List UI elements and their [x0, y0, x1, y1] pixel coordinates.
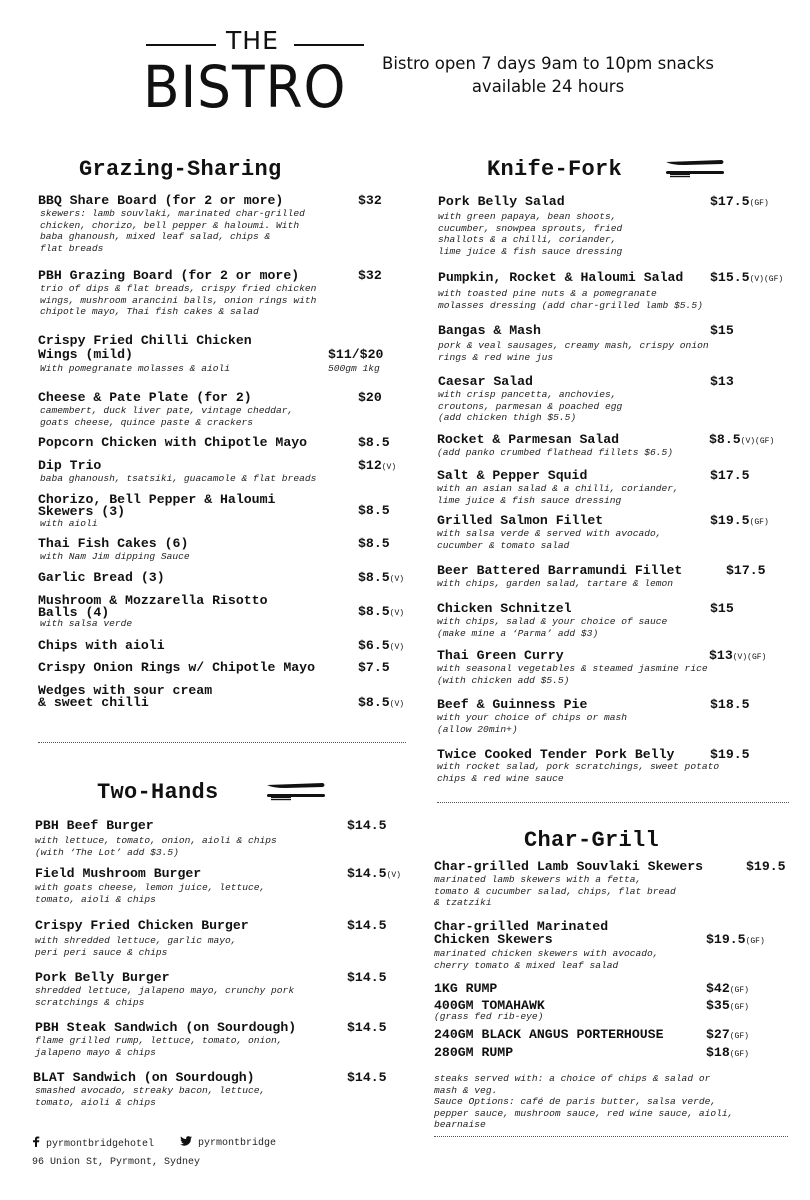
facebook-link[interactable] [32, 1136, 154, 1150]
item-price: $14.5 [347, 818, 387, 833]
dietary-tag: (V) [389, 575, 405, 584]
item-name: BBQ Share Board (for 2 or more) [38, 193, 284, 208]
item-name: PBH Steak Sandwich (on Sourdough) [35, 1020, 297, 1035]
dietary-tag: (V)(GF) [740, 437, 775, 446]
item-price: $14.5(V) [347, 866, 401, 881]
dietary-tag: (GF) [729, 986, 749, 995]
item-price: $35(GF) [706, 998, 749, 1013]
dietary-tag: (V)(GF) [749, 275, 784, 284]
section-title-knife-fork: Knife-Fork [487, 157, 623, 182]
item-price: $19.5 [710, 747, 750, 762]
logo-bistro: BISTRO [143, 53, 347, 121]
item-name: Wedges with sour cream [38, 683, 213, 698]
item-name: Popcorn Chicken with Chipotle Mayo [38, 435, 308, 450]
section-divider [434, 1136, 788, 1137]
item-description: (add panko crumbed flathead fillets $6.5) [437, 447, 674, 458]
logo-rule-right [294, 44, 364, 46]
item-description: with toasted pine nuts & a pomegranate molasses dressing (add char-grilled lamb $5.5) [438, 288, 703, 311]
item-name: Bangas & Mash [438, 323, 541, 338]
dietary-tag: (GF) [729, 1050, 749, 1059]
item-name: 1KG RUMP [434, 981, 498, 996]
item-name: Pumpkin, Rocket & Haloumi Salad [438, 270, 684, 285]
section-title-two-hands: Two-Hands [97, 780, 219, 805]
item-price: $18.5 [710, 697, 750, 712]
item-name: Char-grilled Lamb Souvlaki Skewers [434, 859, 704, 874]
item-description: trio of dips & flat breads, crispy fried chicken wings, mushroom arancini balls, onion rings with chipotle mayo, Thai fish cakes & salad [40, 283, 317, 317]
item-description: marinated lamb skewers with a fetta, tomato & cucumber salad, chips, flat bread & tzatziki [434, 874, 676, 908]
item-name: Thai Fish Cakes (6) [38, 536, 189, 551]
item-price: $6.5(V) [358, 638, 405, 653]
dietary-tag: (GF) [745, 937, 765, 946]
item-name: Cheese & Pate Plate (for 2) [38, 390, 252, 405]
dietary-tag: (V)(GF) [732, 653, 767, 662]
item-description: with lettuce, tomato, onion, aioli & chips (with ‘The Lot’ add $3.5) [35, 835, 277, 858]
item-price: $32 [358, 268, 382, 283]
item-price: $32 [358, 193, 382, 208]
item-price: $19.5 [746, 859, 786, 874]
item-name: Caesar Salad [438, 374, 533, 389]
item-price: $13 [710, 374, 734, 389]
logo-the: THE [226, 26, 279, 55]
cutlery-icon [664, 158, 726, 180]
section-title-char-grill: Char-Grill [524, 828, 660, 853]
item-name: Pork Belly Burger [35, 970, 170, 985]
dietary-tag: (GF) [729, 1003, 749, 1012]
item-name: Thai Green Curry [437, 648, 564, 663]
item-description: with goats cheese, lemon juice, lettuce, tomato, aioli & chips [35, 882, 266, 905]
item-price: $8.5(V)(GF) [709, 432, 775, 447]
item-description: shredded lettuce, jalapeno mayo, crunchy pork scratchings & chips [35, 985, 295, 1008]
twitter-icon [180, 1136, 192, 1146]
item-price: $14.5 [347, 918, 387, 933]
item-description: with green papaya, bean shoots, cucumber, snowpea sprouts, fried shallots & a chilli, coriander, lime juice & fish sauce dressing [438, 211, 623, 257]
item-price: $8.5 [358, 503, 390, 518]
item-description: with aioli [40, 518, 98, 529]
item-name: 280GM RUMP [434, 1045, 514, 1060]
item-description: baba ghanoush, tsatsiki, guacamole & flat breads [40, 473, 317, 484]
item-name: Beer Battered Barramundi Fillet [437, 563, 683, 578]
item-description: with Nam Jim dipping Sauce [40, 551, 190, 562]
item-price: $17.5 [726, 563, 766, 578]
item-name: PBH Grazing Board (for 2 or more) [38, 268, 300, 283]
item-price: $17.5(GF) [710, 194, 769, 209]
item-name: BLAT Sandwich (on Sourdough) [33, 1070, 255, 1085]
item-name: Chips with aioli [38, 638, 165, 653]
twitter-handle: pyrmontbridge [198, 1138, 277, 1149]
item-name: Crispy Fried Chilli Chicken [38, 333, 252, 348]
item-description: With pomegranate molasses & aioli [40, 363, 230, 374]
item-price: $7.5 [358, 660, 390, 675]
item-name: Grilled Salmon Fillet [437, 513, 604, 528]
item-description: with seasonal vegetables & steamed jasmine rice (with chicken add $5.5) [437, 663, 708, 686]
item-name: Mushroom & Mozzarella Risotto [38, 593, 268, 608]
item-description: (grass fed rib-eye) [434, 1011, 544, 1022]
cutlery-icon [265, 781, 327, 803]
opening-hours [382, 52, 714, 98]
item-name: Char-grilled Marinated [434, 919, 609, 934]
item-price: $8.5(V) [358, 570, 405, 585]
item-description: with crisp pancetta, anchovies, croutons, parmesan & poached egg (add chicken thigh $5.5) [438, 389, 623, 423]
item-name-line-2: Skewers (3) [38, 504, 126, 519]
item-name: Rocket & Parmesan Salad [437, 432, 620, 447]
item-sizes: 500gm 1kg [328, 363, 380, 374]
item-price: $15 [710, 323, 734, 338]
item-description: with rocket salad, pork scratchings, sweet potato chips & red wine sauce [437, 761, 720, 784]
dietary-tag: (GF) [749, 518, 769, 527]
item-name-line-2: Wings (mild) [38, 347, 133, 362]
item-price: $11/$20 [328, 347, 384, 362]
item-description: with salsa verde [40, 618, 133, 629]
item-description: smashed avocado, streaky bacon, lettuce, tomato, aioli & chips [35, 1085, 266, 1108]
dietary-tag: (V) [389, 609, 405, 618]
twitter-link[interactable] [180, 1136, 276, 1149]
item-name: Crispy Onion Rings w/ Chipotle Mayo [38, 660, 315, 675]
item-price: $8.5(V) [358, 604, 405, 619]
dietary-tag: (V) [381, 463, 397, 472]
dietary-tag: (V) [386, 871, 401, 880]
facebook-icon [32, 1136, 40, 1147]
dietary-tag: (GF) [729, 1032, 749, 1041]
address: 96 Union St, Pyrmont, Sydney [32, 1157, 201, 1168]
item-description: marinated chicken skewers with avocado, cherry tomato & mixed leaf salad [434, 948, 659, 971]
item-price: $19.5(GF) [706, 932, 765, 947]
item-price: $15 [710, 601, 734, 616]
item-description: flame grilled rump, lettuce, tomato, onion, jalapeno mayo & chips [35, 1035, 283, 1058]
item-name-line-2: Chicken Skewers [434, 932, 553, 947]
item-price: $12(V) [358, 458, 397, 473]
item-price: $8.5 [358, 435, 390, 450]
item-price: $17.5 [710, 468, 750, 483]
item-price: $8.5 [358, 536, 390, 551]
item-name: Chicken Schnitzel [437, 601, 572, 616]
item-name: Beef & Guinness Pie [437, 697, 588, 712]
item-price: $14.5 [347, 1020, 387, 1035]
item-name: 400GM TOMAHAWK [434, 998, 545, 1013]
item-name: Crispy Fried Chicken Burger [35, 918, 249, 933]
dietary-tag: (GF) [749, 199, 769, 208]
item-price: $27(GF) [706, 1027, 749, 1042]
item-name: Twice Cooked Tender Pork Belly [437, 747, 675, 762]
item-price: $42(GF) [706, 981, 749, 996]
steak-notes: steaks served with: a choice of chips & salad or mash & veg. Sauce Options: café de paris butter, salsa verde, pepper sauce, mushroom sauce, red wine sauce, aioli, bearnaise [434, 1073, 734, 1130]
section-divider [38, 742, 406, 743]
item-price: $19.5(GF) [710, 513, 769, 528]
item-description: skewers: lamb souvlaki, marinated char-grilled chicken, chorizo, bell pepper & haloumi. With baba ghanoush, mixed leaf salad, chips & flat breads [40, 208, 305, 254]
item-description: with an asian salad & a chilli, coriander, lime juice & fish sauce dressing [437, 483, 679, 506]
item-price: $13(V)(GF) [709, 648, 767, 663]
item-price: $14.5 [347, 970, 387, 985]
item-description: with salsa verde & served with avocado, cucumber & tomato salad [437, 528, 662, 551]
item-name: Pork Belly Salad [438, 194, 565, 209]
item-description: with chips, garden salad, tartare & lemon [437, 578, 674, 589]
item-price: $20 [358, 390, 382, 405]
item-price: $15.5(V)(GF) [710, 270, 784, 285]
item-name: PBH Beef Burger [35, 818, 154, 833]
facebook-handle: pyrmontbridgehotel [46, 1139, 155, 1150]
item-description: with shredded lettuce, garlic mayo, peri peri sauce & chips [35, 935, 237, 958]
item-price: $8.5(V) [358, 695, 405, 710]
item-description: pork & veal sausages, creamy mash, crispy onion rings & red wine jus [438, 340, 709, 363]
item-name: Chorizo, Bell Pepper & Haloumi [38, 492, 276, 507]
section-title-grazing-sharing: Grazing-Sharing [79, 157, 282, 182]
item-name: 240GM BLACK ANGUS PORTERHOUSE [434, 1027, 664, 1042]
item-name: Garlic Bread (3) [38, 570, 165, 585]
item-name-line-2: Balls (4) [38, 605, 110, 620]
logo-rule-left [146, 44, 216, 46]
dietary-tag: (V) [389, 700, 405, 709]
item-description: camembert, duck liver pate, vintage cheddar, goats cheese, quince paste & crackers [40, 405, 294, 428]
opening-hours-line-2: available 24 hours [471, 77, 625, 96]
item-description: with your choice of chips or mash (allow 20min+) [437, 712, 627, 735]
item-price: $14.5 [347, 1070, 387, 1085]
item-price: $18(GF) [706, 1045, 749, 1060]
item-name: Salt & Pepper Squid [437, 468, 588, 483]
item-name-line-2: & sweet chilli [38, 695, 149, 710]
item-description: with chips, salad & your choice of sauce (make mine a ‘Parma’ add $3) [437, 616, 668, 639]
item-name: Field Mushroom Burger [35, 866, 202, 881]
item-name: Dip Trio [38, 458, 102, 473]
dietary-tag: (V) [389, 643, 405, 652]
opening-hours-line-1: Bistro open 7 days 9am to 10pm snacks [382, 54, 714, 73]
section-divider [437, 802, 789, 803]
